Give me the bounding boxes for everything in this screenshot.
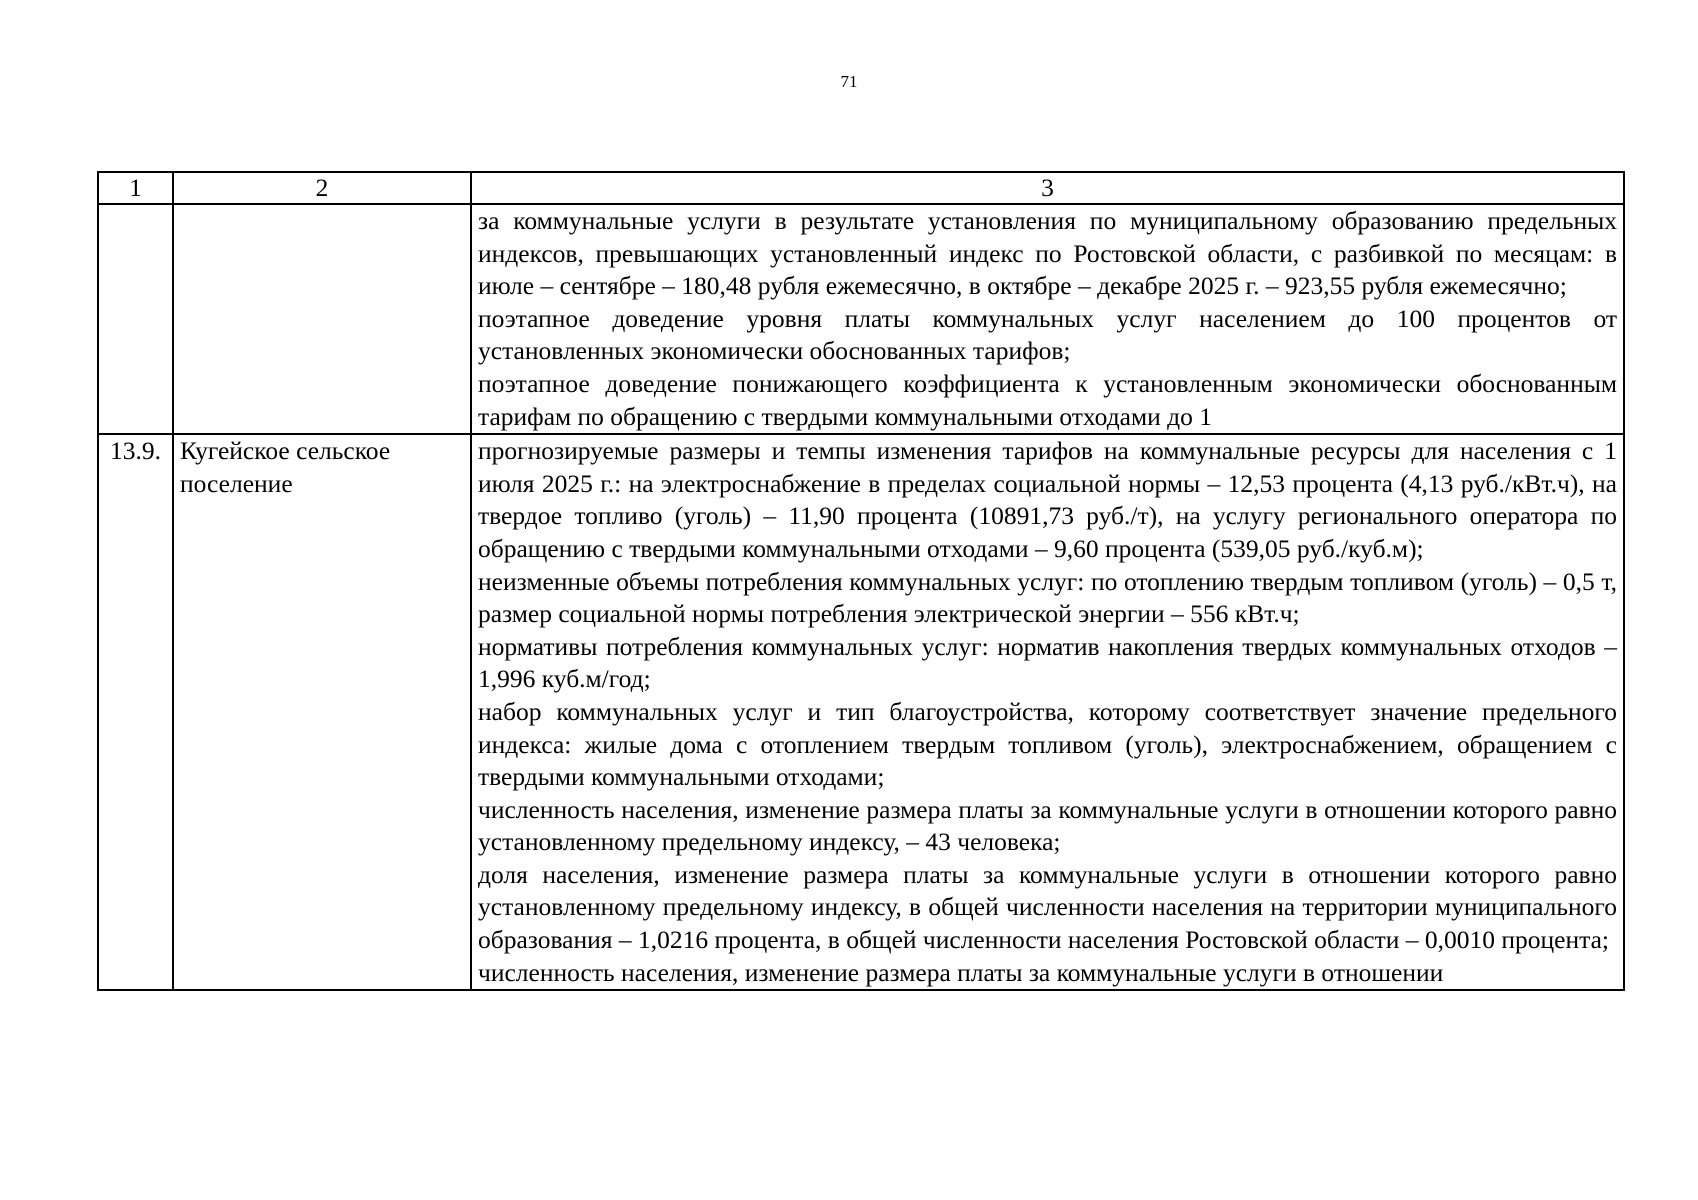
details-cell: [471, 204, 1624, 434]
settlement-name: Кугейское сельское поселение: [180, 436, 391, 498]
column-header-3: 3: [471, 172, 1624, 204]
column-header-2: 2: [173, 172, 471, 204]
row-number-cell: [98, 204, 173, 434]
column-header-1: 1: [98, 172, 173, 204]
table-header-row: [98, 172, 1624, 204]
details-paragraph: прогнозируемые размеры и темпы изменения тарифов на коммунальные ресурсы для населения с 1 июля 2025 г.: на электроснабжение в пределах социальной нормы – 12,53 процента (4,13 руб./кВт.ч), на твердое топливо (уголь) – 11,90 процента (10891,73 руб./т), на услугу регионального оператора по обращению с твердыми коммунальными отходами – 9,60 процента (539,05 руб./куб.м);: [478, 436, 1617, 563]
details-paragraph: нормативы потребления коммунальных услуг: норматив накопления твердых коммунальных отходов – 1,996 куб.м/год;: [478, 631, 1617, 694]
details-paragraph: поэтапное доведение понижающего коэффициента к установленным экономически обоснованным тарифам по обращению с твердыми коммунальными отходами до 1: [478, 368, 1617, 431]
table-row: [98, 434, 1624, 990]
row-number-cell: 13.9.: [98, 434, 173, 990]
details-paragraph: доля населения, изменение размера платы за коммунальные услуги в отношении которого равно установленному предельному индексу, в общей численности населения на территории муниципального образования – 1,0216 процента, в общей численности населения Ростовской области – 0,0010 процента;: [478, 859, 1617, 955]
details-paragraph: численность населения, изменение размера платы за коммунальные услуги в отношении: [478, 957, 1444, 987]
details-paragraph: набор коммунальных услуг и тип благоустройства, которому соответствует значение предельного индекса: жилые дома с отоплением твердым топливом (уголь), электроснабжением, обращением с твердыми коммунальными отходами;: [478, 696, 1617, 792]
page-number: 71: [840, 72, 858, 91]
tariff-table: [97, 171, 1625, 991]
details-paragraph: за коммунальные услуги в результате установления по муниципальному образованию предельных индексов, превышающих установленный индекс по Ростовской области, с разбивкой по месяцам: в июле – сентябре – 180,48 рубля ежемесячно, в октябре – декабре 2025 г. – 923,55 рубля ежемесячно;: [478, 206, 1617, 301]
table-row: [98, 204, 1624, 434]
details-paragraph: численность населения, изменение размера платы за коммунальные услуги в отношении которого равно установленному предельному индексу, – 43 человека;: [478, 794, 1617, 857]
settlement-cell: [173, 434, 471, 990]
details-paragraph: поэтапное доведение уровня платы коммунальных услуг населением до 100 процентов от установленных экономически обоснованных тарифов;: [478, 303, 1617, 366]
details-paragraph: неизменные объемы потребления коммунальных услуг: по отоплению твердым топливом (уголь) – 0,5 т, размер социальной нормы потребления электрической энергии – 556 кВт.ч;: [478, 566, 1617, 629]
settlement-cell: [173, 204, 471, 434]
details-cell: [471, 434, 1624, 990]
